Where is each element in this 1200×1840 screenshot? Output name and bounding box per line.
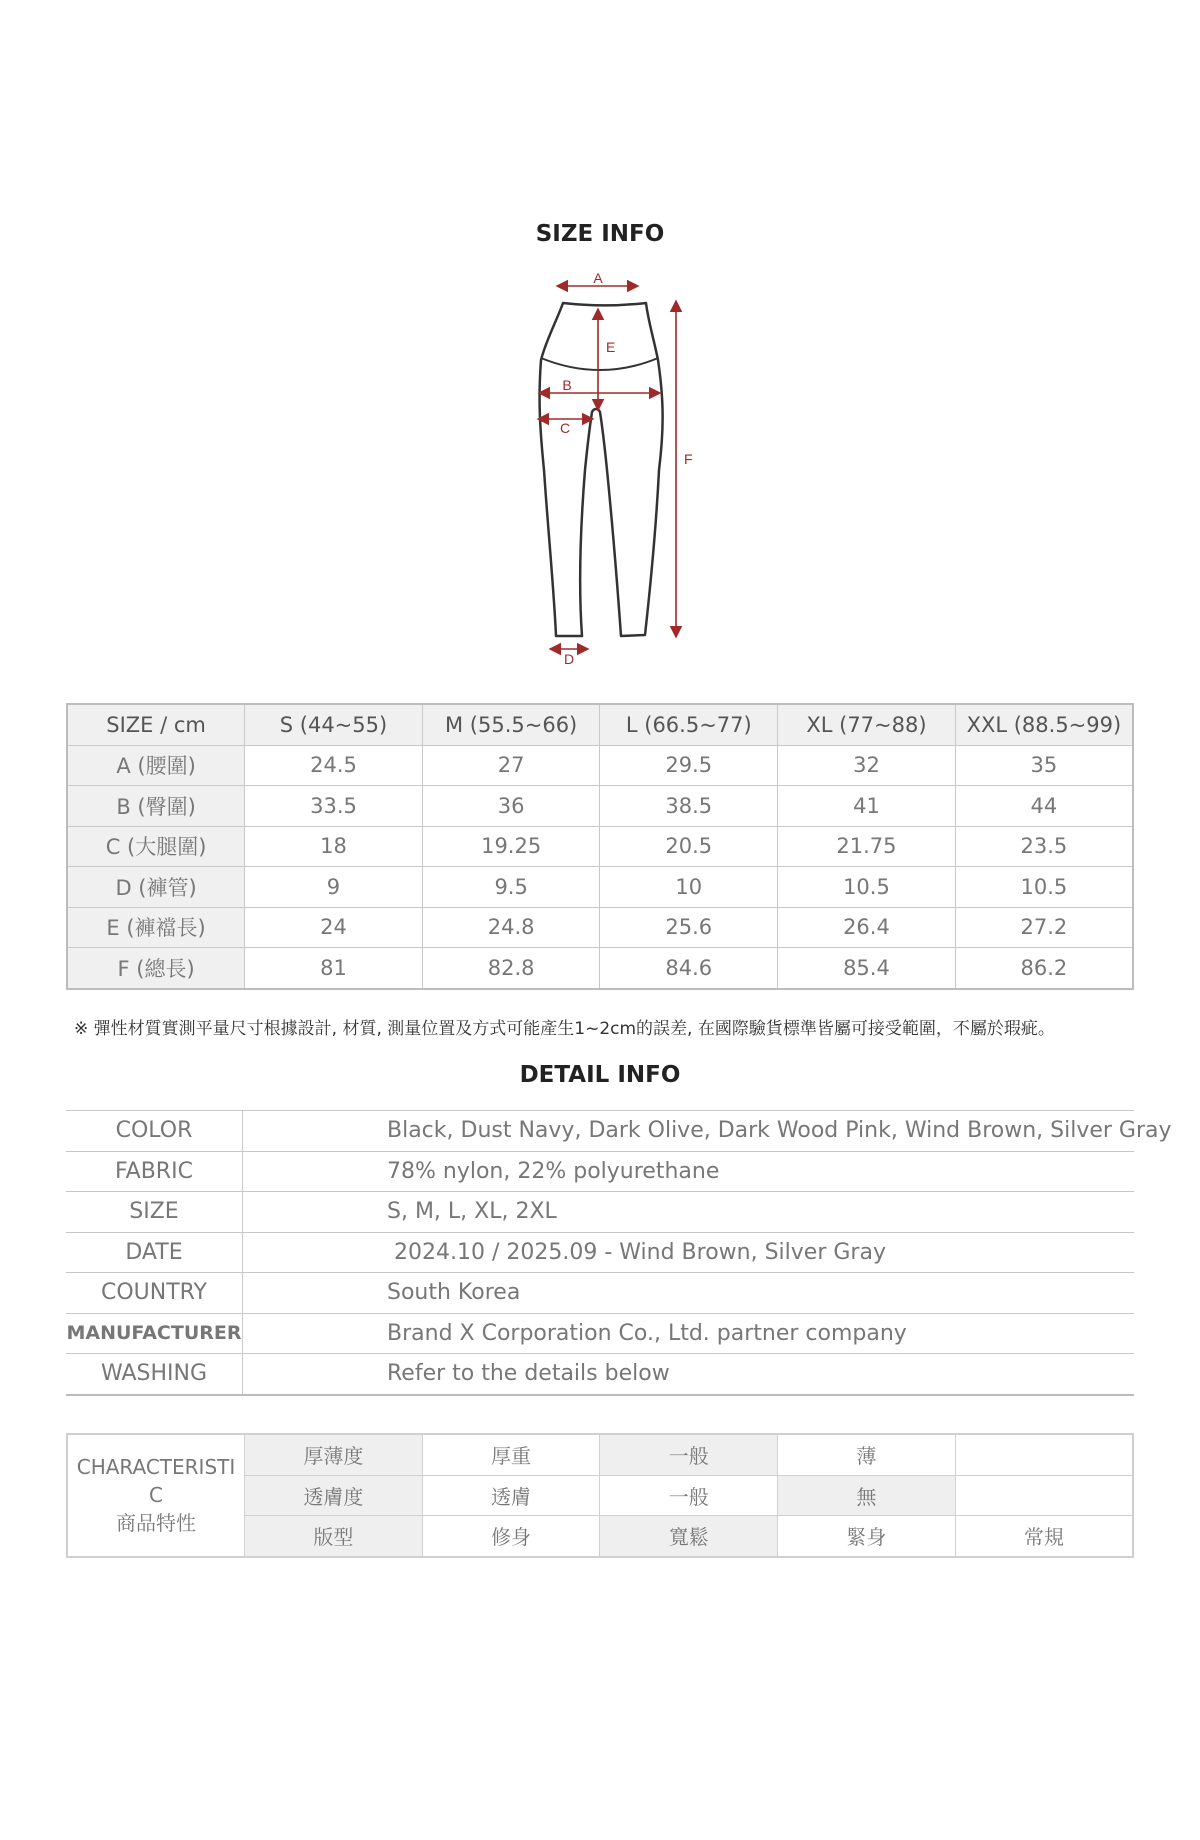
size-header-row [67, 704, 1133, 745]
detail-value-manufacturer: Brand X Corporation Co., Ltd. partner company [243, 1313, 1135, 1354]
size-value-cell: 25.6 [600, 907, 778, 948]
detail-label-fabric: FABRIC [66, 1151, 243, 1192]
size-value-cell: 9.5 [422, 867, 600, 908]
measure-name-cell: D (褲管) [67, 867, 245, 908]
measure-d-label: D [563, 651, 575, 667]
size-value-cell: 10.5 [778, 867, 956, 908]
detail-value-size: S, M, L, XL, 2XL [243, 1192, 1135, 1233]
detail-info-title: DETAIL INFO [519, 1062, 681, 1088]
size-value-cell: 19.25 [422, 826, 600, 867]
char-option-cell: 寬鬆 [600, 1516, 778, 1557]
size-header-cell: XXL (88.5~99) [955, 704, 1133, 745]
measure-f-label: F [684, 451, 693, 467]
char-option-cell: 緊身 [778, 1516, 956, 1557]
size-value-cell: 24.8 [422, 907, 600, 948]
size-value-cell: 23.5 [955, 826, 1133, 867]
measure-name-cell: B (臀圍) [67, 786, 245, 827]
detail-value-color: Black, Dust Navy, Dark Olive, Dark Wood Pink, Wind Brown, Silver Gray [243, 1111, 1135, 1152]
size-value-cell: 20.5 [600, 826, 778, 867]
size-value-cell: 9 [245, 867, 423, 908]
size-value-cell: 44 [955, 786, 1133, 827]
size-value-cell: 36 [422, 786, 600, 827]
table-row [67, 867, 1133, 908]
size-value-cell: 27 [422, 745, 600, 786]
detail-label-color: COLOR [66, 1111, 243, 1152]
measure-name-cell: F (總長) [67, 948, 245, 989]
leggings-measurement-diagram [500, 262, 700, 672]
table-row [66, 1151, 1134, 1192]
size-header-cell: M (55.5~66) [422, 704, 600, 745]
table-row [67, 786, 1133, 827]
measurement-note: ※ 彈性材質實測平量尺寸根據設計, 材質, 測量位置及方式可能產生1~2cm的誤差, 在國際驗貨標準皆屬可接受範圍，不屬於瑕疵。 [74, 1019, 1055, 1039]
detail-label-manufacturer: MANUFACTURER [66, 1313, 243, 1354]
size-value-cell: 24 [245, 907, 423, 948]
table-row [66, 1111, 1134, 1152]
table-row [66, 1313, 1134, 1354]
size-value-cell: 24.5 [245, 745, 423, 786]
measure-e-label: E [606, 339, 616, 355]
table-row [67, 1434, 1133, 1475]
char-option-cell: 一般 [600, 1475, 778, 1516]
size-header-cell: S (44~55) [245, 704, 423, 745]
size-value-cell: 85.4 [778, 948, 956, 989]
size-value-cell: 32 [778, 745, 956, 786]
characteristic-label-zh: 商品特性 [116, 1511, 196, 1536]
table-row [66, 1232, 1134, 1273]
detail-value-washing: Refer to the details below [243, 1354, 1135, 1395]
char-option-cell: 厚重 [422, 1434, 600, 1475]
measure-b-label: B [562, 377, 572, 393]
size-value-cell: 81 [245, 948, 423, 989]
size-value-cell: 84.6 [600, 948, 778, 989]
waistband-line [541, 358, 658, 370]
measure-name-cell: A (腰圍) [67, 745, 245, 786]
size-value-cell: 27.2 [955, 907, 1133, 948]
char-attribute-cell: 厚薄度 [245, 1434, 423, 1475]
char-attribute-cell: 透膚度 [245, 1475, 423, 1516]
characteristic-label-en: CHARACTERISTIC [76, 1455, 236, 1508]
char-option-cell: 一般 [600, 1434, 778, 1475]
table-row [67, 745, 1133, 786]
size-header-cell: SIZE / cm [67, 704, 245, 745]
size-value-cell: 38.5 [600, 786, 778, 827]
size-header-cell: XL (77~88) [778, 704, 956, 745]
detail-label-date: DATE [66, 1232, 243, 1273]
size-value-cell: 18 [245, 826, 423, 867]
detail-table [66, 1110, 1172, 1396]
char-option-cell: 透膚 [422, 1475, 600, 1516]
size-value-cell: 82.8 [422, 948, 600, 989]
size-value-cell: 41 [778, 786, 956, 827]
table-row [66, 1354, 1134, 1395]
char-option-cell [955, 1475, 1133, 1516]
size-header-cell: L (66.5~77) [600, 704, 778, 745]
size-value-cell: 29.5 [600, 745, 778, 786]
table-row [67, 948, 1133, 989]
measure-name-cell: C (大腿圍) [67, 826, 245, 867]
detail-label-washing: WASHING [66, 1354, 243, 1395]
size-value-cell: 86.2 [955, 948, 1133, 989]
char-option-cell: 修身 [422, 1516, 600, 1557]
size-value-cell: 26.4 [778, 907, 956, 948]
table-row [66, 1192, 1134, 1233]
detail-value-country: South Korea [243, 1273, 1135, 1314]
detail-value-date: 2024.10 / 2025.09 - Wind Brown, Silver Gray [243, 1232, 1135, 1273]
char-option-cell: 薄 [778, 1434, 956, 1475]
char-option-cell: 常規 [955, 1516, 1133, 1557]
size-value-cell: 21.75 [778, 826, 956, 867]
char-attribute-cell: 版型 [245, 1516, 423, 1557]
detail-value-fabric: 78% nylon, 22% polyurethane [243, 1151, 1135, 1192]
detail-label-size: SIZE [66, 1192, 243, 1233]
table-row [66, 1273, 1134, 1314]
char-option-cell: 無 [778, 1475, 956, 1516]
measure-a-label: A [593, 270, 603, 286]
size-table [66, 703, 1134, 990]
size-value-cell: 33.5 [245, 786, 423, 827]
size-info-title: SIZE INFO [535, 221, 665, 247]
characteristic-table [66, 1433, 1134, 1558]
leggings-outline [540, 303, 663, 636]
size-value-cell: 10 [600, 867, 778, 908]
measure-c-label: C [559, 420, 571, 436]
table-row [67, 907, 1133, 948]
char-option-cell [955, 1434, 1133, 1475]
size-value-cell: 35 [955, 745, 1133, 786]
table-row [67, 826, 1133, 867]
size-value-cell: 10.5 [955, 867, 1133, 908]
characteristic-label [67, 1434, 245, 1557]
detail-label-country: COUNTRY [66, 1273, 243, 1314]
measure-name-cell: E (褲襠長) [67, 907, 245, 948]
